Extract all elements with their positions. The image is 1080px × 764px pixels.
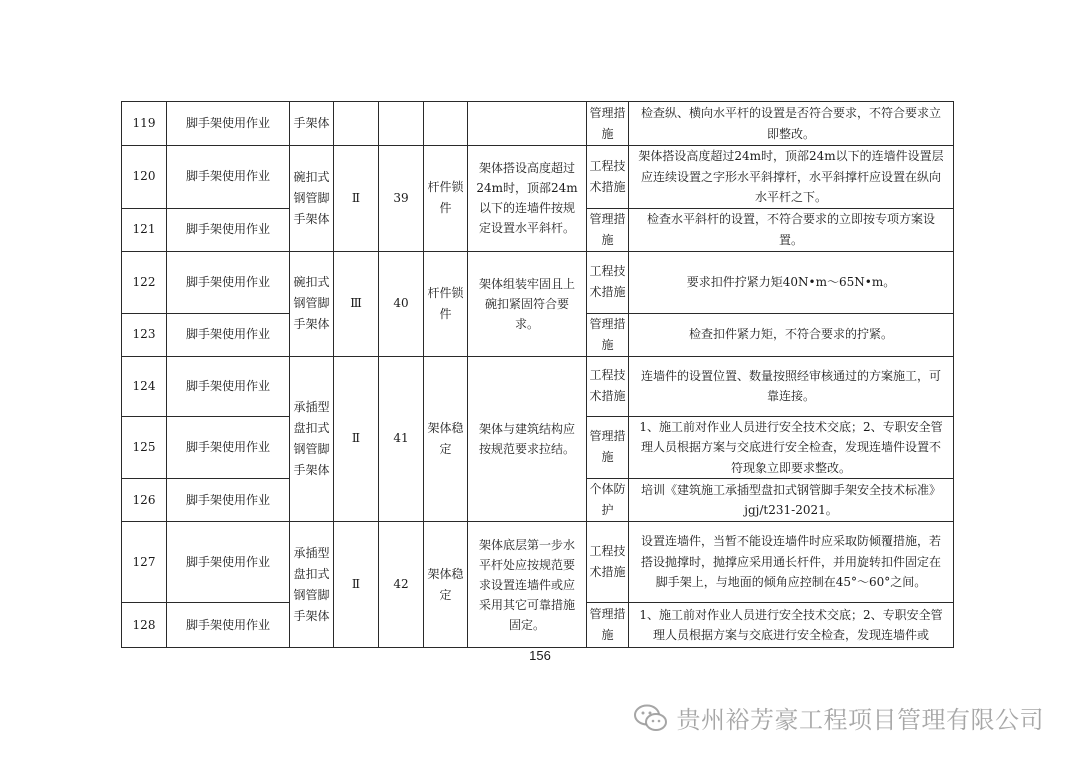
description-cell: [468, 102, 587, 146]
hazard-number-cell: 41: [379, 356, 424, 522]
row-number: 120: [122, 146, 167, 209]
activity-cell: 脚手架使用作业: [167, 603, 290, 648]
activity-cell: 脚手架使用作业: [167, 208, 290, 251]
level-cell: Ⅱ: [334, 356, 379, 522]
hazard-table: [121, 101, 954, 648]
table-row: [122, 522, 954, 603]
measure-cell: 检查纵、横向水平杆的设置是否符合要求，不符合要求立即整改。: [629, 102, 954, 146]
measure-type-cell: 个体防护: [587, 479, 629, 522]
activity-cell: 脚手架使用作业: [167, 479, 290, 522]
equipment-cell: 承插型盘扣式钢管脚手架体: [290, 522, 334, 648]
row-number: 121: [122, 208, 167, 251]
hazard-cell: 杆件锁件: [424, 146, 468, 252]
hazard-cell: [424, 102, 468, 146]
table-row: [122, 102, 954, 146]
row-number: 122: [122, 251, 167, 313]
row-number: 124: [122, 356, 167, 416]
measure-cell: 1、施工前对作业人员进行安全技术交底；2、专职安全管理人员根据方案与交底进行安全检查，发现连墙件或: [629, 603, 954, 648]
level-cell: Ⅲ: [334, 251, 379, 356]
page-number: 156: [529, 648, 551, 663]
activity-cell: 脚手架使用作业: [167, 416, 290, 479]
activity-cell: 脚手架使用作业: [167, 146, 290, 209]
table-row: [122, 251, 954, 313]
hazard-number-cell: 40: [379, 251, 424, 356]
hazard-cell: 架体稳定: [424, 522, 468, 648]
measure-type-cell: 管理措施: [587, 102, 629, 146]
description-cell: 架体搭设高度超过24m时，顶部24m以下的连墙件按规定设置水平斜杆。: [468, 146, 587, 252]
measure-cell: 要求扣件拧紧力矩40N•m～65N•m。: [629, 251, 954, 313]
measure-type-cell: 工程技术措施: [587, 251, 629, 313]
row-number: 123: [122, 313, 167, 356]
measure-type-cell: 管理措施: [587, 603, 629, 648]
row-number: 119: [122, 102, 167, 146]
equipment-cell: 碗扣式钢管脚手架体: [290, 251, 334, 356]
row-number: 128: [122, 603, 167, 648]
measure-cell: 连墙件的设置位置、数量按照经审核通过的方案施工，可靠连接。: [629, 356, 954, 416]
measure-type-cell: 工程技术措施: [587, 356, 629, 416]
equipment-cell: 手架体: [290, 102, 334, 146]
measure-type-cell: 管理措施: [587, 416, 629, 479]
description-cell: 架体组装牢固且上碗扣紧固符合要求。: [468, 251, 587, 356]
measure-cell: 设置连墙件，当暂不能设连墙件时应采取防倾覆措施，若搭设抛撑时，抛撑应采用通长杆件，并用旋转扣件固定在脚手架上，与地面的倾角应控制在45°～60°之间。: [629, 522, 954, 603]
row-number: 125: [122, 416, 167, 479]
measure-type-cell: 管理措施: [587, 208, 629, 251]
measure-type-cell: 工程技术措施: [587, 522, 629, 603]
activity-cell: 脚手架使用作业: [167, 313, 290, 356]
hazard-number-cell: [379, 102, 424, 146]
watermark: [633, 700, 1045, 735]
table-row: [122, 356, 954, 416]
measure-cell: 1、施工前对作业人员进行安全技术交底；2、专职安全管理人员根据方案与交底进行安全检查，发现连墙件设置不符现象立即要求整改。: [629, 416, 954, 479]
measure-cell: 检查水平斜杆的设置，不符合要求的立即按专项方案设置。: [629, 208, 954, 251]
hazard-cell: 杆件锁件: [424, 251, 468, 356]
equipment-cell: 碗扣式钢管脚手架体: [290, 146, 334, 252]
row-number: 126: [122, 479, 167, 522]
measure-type-cell: 管理措施: [587, 313, 629, 356]
activity-cell: 脚手架使用作业: [167, 251, 290, 313]
activity-cell: 脚手架使用作业: [167, 522, 290, 603]
level-cell: Ⅱ: [334, 522, 379, 648]
measure-cell: 培训《建筑施工承插型盘扣式钢管脚手架安全技术标准》jgj/t231-2021。: [629, 479, 954, 522]
row-number: 127: [122, 522, 167, 603]
measure-cell: 检查扣件紧力矩，不符合要求的拧紧。: [629, 313, 954, 356]
measure-type-cell: 工程技术措施: [587, 146, 629, 209]
equipment-cell: 承插型盘扣式钢管脚手架体: [290, 356, 334, 522]
description-cell: 架体与建筑结构应按规范要求拉结。: [468, 356, 587, 522]
measure-cell: 架体搭设高度超过24m时，顶部24m以下的连墙件设置层应连续设置之字形水平斜撑杆，水平斜撑杆应设置在纵向水平杆之下。: [629, 146, 954, 209]
hazard-number-cell: 39: [379, 146, 424, 252]
level-cell: Ⅱ: [334, 146, 379, 252]
hazard-cell: 架体稳定: [424, 356, 468, 522]
hazard-number-cell: 42: [379, 522, 424, 648]
level-cell: [334, 102, 379, 146]
activity-cell: 脚手架使用作业: [167, 102, 290, 146]
watermark-text: 贵州裕芳豪工程项目管理有限公司: [676, 706, 1044, 734]
table-row: [122, 146, 954, 209]
activity-cell: 脚手架使用作业: [167, 356, 290, 416]
description-cell: 架体底层第一步水平杆处应按规范要求设置连墙件或应采用其它可靠措施固定。: [468, 522, 587, 648]
wechat-icon: [633, 703, 669, 733]
